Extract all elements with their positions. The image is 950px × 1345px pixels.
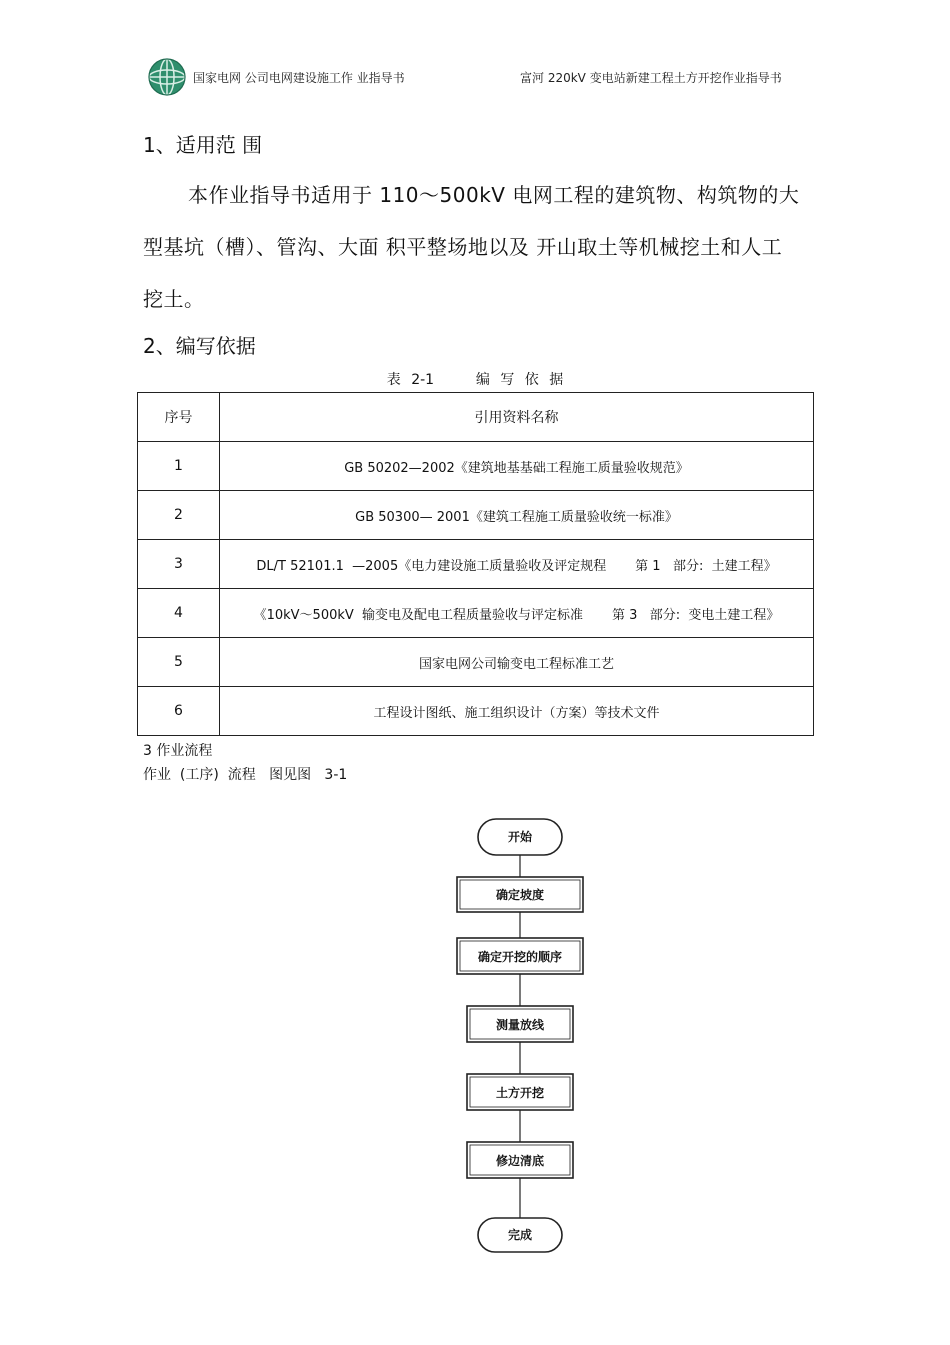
row-name: DL/T 52101.1 —2005《电力建设施工质量验收及评定规程 第 1 部分: 土建工程》 bbox=[220, 540, 814, 589]
section-3-subtitle: 作业 (工序) 流程 图见图 3-1 bbox=[143, 767, 348, 783]
header-seq: 序号 bbox=[138, 393, 220, 442]
row-num: 4 bbox=[138, 589, 220, 638]
flow-step-label: 修边清底 bbox=[495, 1154, 545, 1168]
section-3-title: 3 作业流程 bbox=[143, 743, 213, 759]
row-name: 工程设计图纸、施工组织设计（方案）等技术文件 bbox=[220, 687, 814, 736]
flow-step-label: 测量放线 bbox=[495, 1018, 545, 1032]
flow-start-label: 开始 bbox=[507, 830, 533, 844]
flow-step-label: 确定开挖的顺序 bbox=[477, 950, 563, 964]
row-name: 国家电网公司输变电工程标准工艺 bbox=[220, 638, 814, 687]
flow-step-node bbox=[467, 1142, 573, 1178]
flow-end-label: 完成 bbox=[507, 1228, 533, 1242]
section-1-line-2: 型基坑（槽）、管沟、大面 积平整场地以及 开山取土等机械挖土和人工 bbox=[143, 235, 783, 259]
flow-step-node bbox=[467, 1074, 573, 1110]
header-left-title: 国家电网 公司电网建设施工作 业指导书 bbox=[193, 71, 405, 85]
section-2-title: 2、编写依据 bbox=[143, 334, 256, 358]
row-num: 6 bbox=[138, 687, 220, 736]
flow-step-node bbox=[457, 877, 583, 912]
row-name: 《10kV～500kV 输变电及配电工程质量验收与评定标准 第 3 部分: 变电土建工程》 bbox=[220, 589, 814, 638]
row-num: 1 bbox=[138, 442, 220, 491]
flow-step-node bbox=[457, 938, 583, 974]
flow-step-label: 确定坡度 bbox=[495, 888, 545, 902]
row-num: 3 bbox=[138, 540, 220, 589]
flow-step-label: 土方开挖 bbox=[495, 1086, 545, 1100]
section-1-line-3: 挖土。 bbox=[143, 287, 205, 311]
flow-end-node bbox=[478, 1218, 562, 1252]
flow-step-node bbox=[467, 1006, 573, 1042]
section-1-title: 1、适用范 围 bbox=[143, 133, 263, 157]
header-name: 引用资料名称 bbox=[220, 393, 814, 442]
header-right-title: 富河 220kV 变电站新建工程土方开挖作业指导书 bbox=[520, 71, 782, 85]
table-caption: 表 2-1 编 写 依 据 bbox=[386, 372, 564, 388]
row-num: 5 bbox=[138, 638, 220, 687]
section-1-line-1: 本作业指导书适用于 110～500kV 电网工程的建筑物、构筑物的大 bbox=[188, 183, 800, 207]
flow-start-node bbox=[478, 819, 562, 855]
row-num: 2 bbox=[138, 491, 220, 540]
row-name: GB 50202—2002《建筑地基基础工程施工质量验收规范》 bbox=[220, 442, 814, 491]
row-name: GB 50300— 2001《建筑工程施工质量验收统一标准》 bbox=[220, 491, 814, 540]
